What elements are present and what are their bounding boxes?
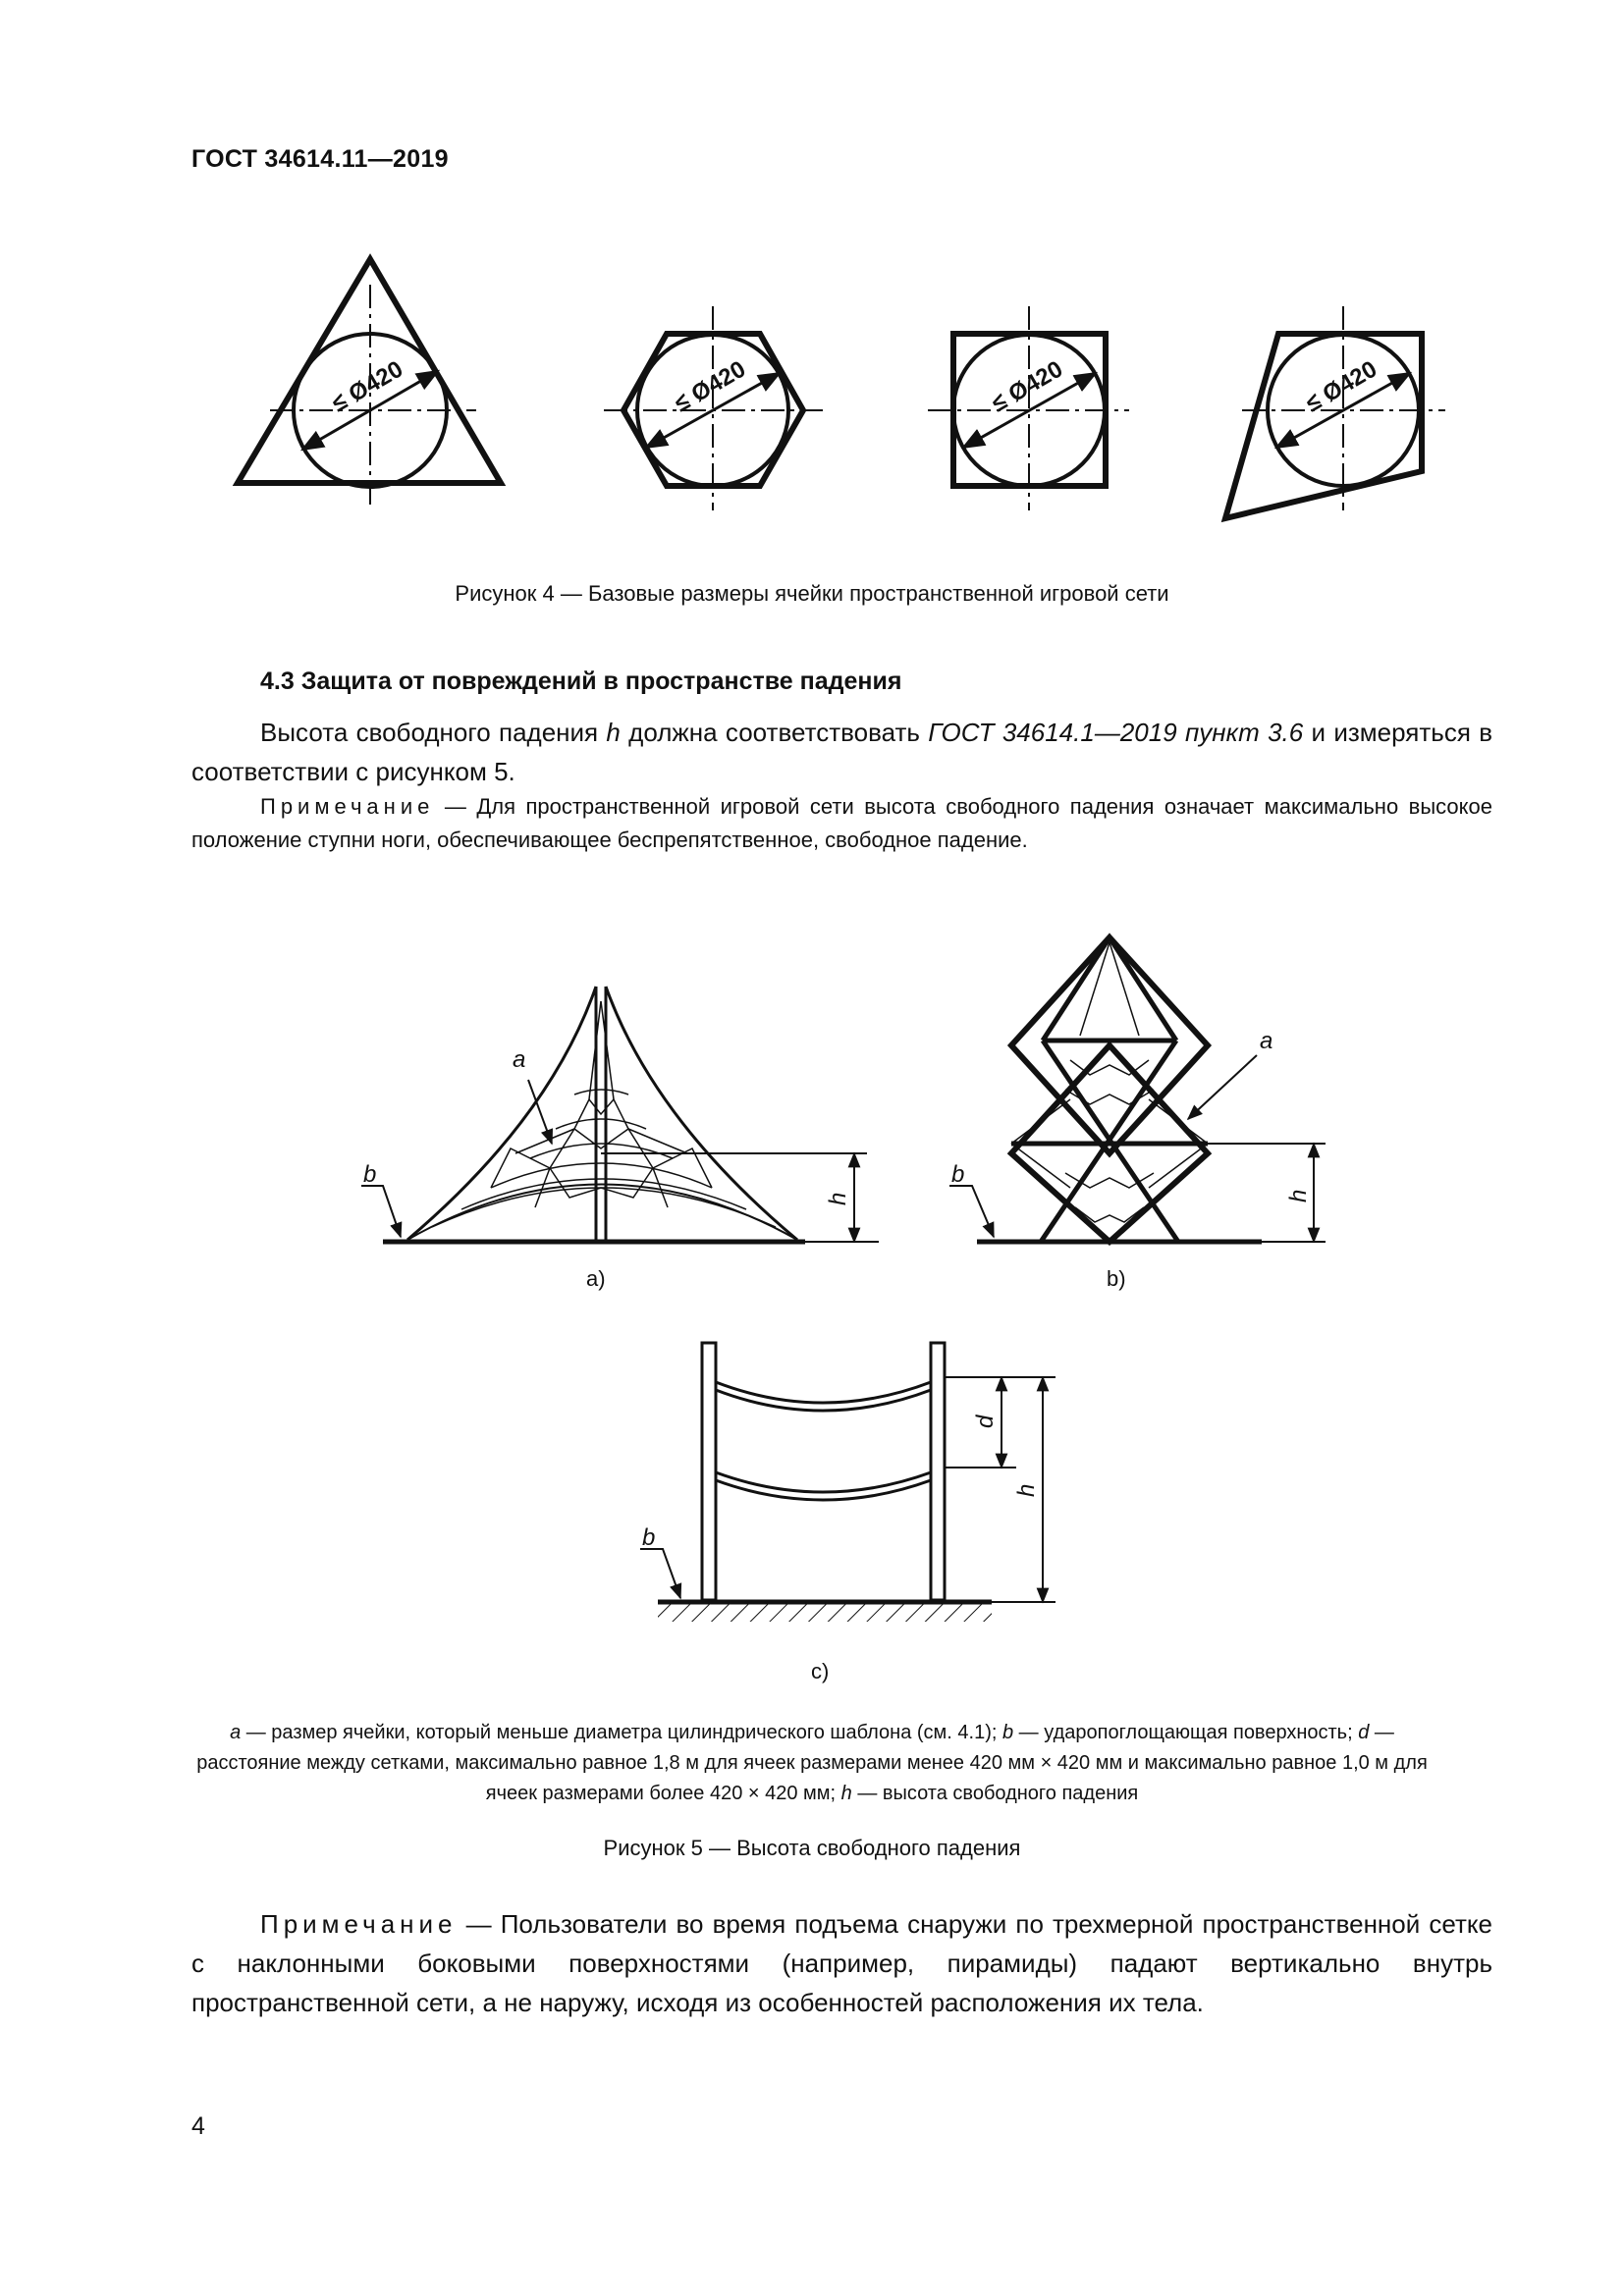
section-paragraph: Высота свободного падения h должна соответствовать ГОСТ 34614.1—2019 пункт 3.6 и измеряться в соответствии с рисунком 5.: [191, 718, 1492, 786]
figure-5c-nets: [640, 1343, 1056, 1622]
note-2: Примечание — Пользователи во время подъема снаружи по трехмерной пространственной сетке с наклонными боковыми поверхностями (например, пирамиды) падают вертикально внутрь пространственной сети, а не наружу, исходя из особенностей расположения их тела.: [191, 1909, 1492, 2017]
subcaption-c: c): [811, 1659, 830, 1683]
dim-label: ≤ Ø420: [1301, 355, 1382, 418]
note-1: Примечание — Для пространственной игровой сети высота свободного падения означает максимально высокое положение ступни ноги, обеспечивающее беспрепятственное, свободное падение.: [191, 794, 1492, 852]
label-b: b: [642, 1524, 656, 1551]
document-header: ГОСТ 34614.11—2019: [191, 145, 449, 173]
section-title: 4.3 Защита от повреждений в пространстве падения: [260, 667, 902, 695]
figure-5-legend: a — размер ячейки, который меньше диаметра цилиндрического шаблона (см. 4.1); b — ударопоглощающая поверхность; d — расстояние между сетками, максимально равное 1,8 м для ячеек размерами менее 420 мм × 420 мм и максимально равное 1,0 м для ячеек размерами более 420 × 420 мм; h — высота свободного падения: [196, 1722, 1428, 1804]
hexagon-cell: [604, 306, 823, 510]
figure-5a-pyramid: [361, 987, 879, 1242]
label-h: h: [825, 1192, 851, 1205]
label-a: a: [1260, 1028, 1273, 1054]
trapezoid-cell: [1225, 306, 1445, 518]
figure-4-drawing: [0, 236, 1624, 579]
figure-5-caption: Рисунок 5 — Высота свободного падения: [603, 1836, 1021, 1860]
label-b: b: [363, 1161, 377, 1188]
label-h: h: [1285, 1189, 1312, 1202]
label-b: b: [951, 1161, 965, 1188]
label-a: a: [513, 1046, 526, 1073]
figure-5-drawing: [0, 933, 1624, 1688]
square-cell: [928, 306, 1129, 510]
figure-4-caption: Рисунок 4 — Базовые размеры ячейки пространственной игровой сети: [455, 581, 1169, 606]
label-d: d: [972, 1415, 999, 1428]
figure-5b-octahedron: [949, 937, 1326, 1242]
dim-label: ≤ Ø420: [987, 355, 1068, 418]
triangle-cell: [238, 259, 501, 506]
dim-label: ≤ Ø420: [327, 355, 408, 418]
dim-label: ≤ Ø420: [670, 355, 751, 418]
subcaption-b: b): [1107, 1266, 1126, 1291]
subcaption-a: a): [586, 1266, 606, 1291]
label-h: h: [1013, 1483, 1040, 1497]
page-number: 4: [191, 2112, 205, 2140]
